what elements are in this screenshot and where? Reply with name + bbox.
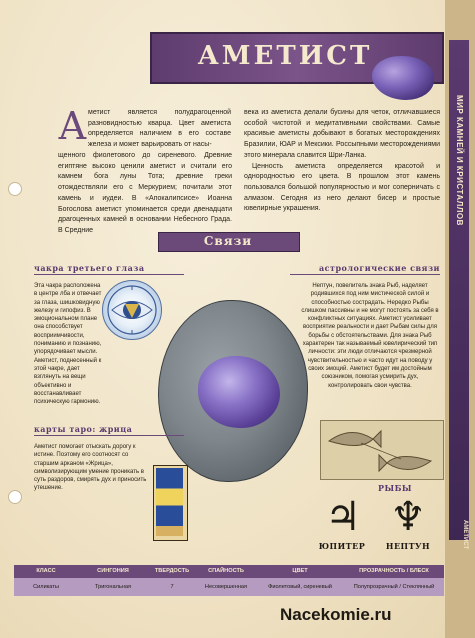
binder-hole <box>8 490 22 504</box>
table-cell-transparency: Полупрозрачный / Стеклянный <box>353 583 435 590</box>
pisces-illustration <box>320 420 444 480</box>
chakra-rule <box>34 274 184 275</box>
table-header-transparency: ПРОЗРАЧНОСТЬ / БЛЕСК <box>359 568 429 574</box>
site-watermark: Nacekomie.ru <box>280 605 392 624</box>
astro-heading: астрологические связи <box>318 263 440 273</box>
table-cell-syngony: Тригональная <box>95 583 131 590</box>
fish-icon <box>321 421 443 479</box>
binder-hole <box>8 182 22 196</box>
table-header-color: ЦВЕТ <box>292 568 308 574</box>
table-cell-hardness: 7 <box>170 583 174 590</box>
table-header-cleavage: СПАЙНОСТЬ <box>208 568 244 574</box>
table-cell-color: Фиолетовый, сиреневый <box>268 583 332 590</box>
connections-heading: Связи <box>203 234 253 248</box>
astro-rule <box>290 274 440 275</box>
page-title: АМЕТИСТ <box>197 41 373 71</box>
table-header-class: КЛАСС <box>36 568 56 574</box>
tarot-text: Аметист помогает отыскать дорогу к истине. Поэтому его соотносят со старшим арканом «Жрица», символизирующим умение проникать в суть раздоров, смирять дух и приносить утешение. <box>34 444 147 492</box>
neptune-symbol-icon: ♆ <box>390 494 426 540</box>
table-cell-cleavage: Несовершенная <box>204 583 248 590</box>
neptune-label: НЕПТУН <box>385 541 431 551</box>
tarot-heading: карты таро: жрица <box>34 424 133 434</box>
chakra-text: Эта чакра расположена в центре лба и отвечает за глаза, шишковидную железу и гипофиз. В эмоциональном плане она способствует восприимчивости, пониманию и познанию, упорядочивает мысли. Аметист, поднесенный к этой чакре, дает взглянуть на вещи объективно и восстанавливает психическую гармонию. <box>34 283 102 406</box>
table-header-syngony: СИНГОНИЯ <box>97 568 129 574</box>
tarot-rule <box>34 435 184 436</box>
spine-series-title: МИР КАМНЕЙ И КРИСТАЛЛОВ <box>455 94 464 226</box>
intro-text-right-p1: века из аметиста делали бусины для четок, отличавшиеся особой чистотой и медитативными свойствами. Самые красивые аметисты добывают в богатых месторождениях Бразилии, ЮАР и Мексики. Россыпными месторождениями этого минерала славится Шри-Ланка. <box>244 109 440 159</box>
table-header-hardness: ТВЕРДОСТЬ <box>154 568 190 574</box>
table-cell-class: Силикаты <box>33 583 59 590</box>
spine-section-title: АМЕТИСТ <box>462 520 468 550</box>
chakra-text-top <box>34 282 104 406</box>
jupiter-symbol-icon: ♃ <box>325 494 361 540</box>
chakra-heading: чакра третьего глаза <box>34 263 145 273</box>
high-priestess-card-art <box>156 468 183 536</box>
amethyst-tumbled-stone-image <box>198 356 280 428</box>
intro-text-lead: метист является полудрагоценной разновидностью кварца. Цвет аметиста определяется наличием в его составе железа и может варьировать от насы- <box>88 109 231 149</box>
chakra-symbol-icon <box>103 281 161 339</box>
pisces-label: РЫБЫ <box>377 483 413 493</box>
drop-cap: А <box>58 104 87 148</box>
third-eye-chakra-icon <box>102 280 162 340</box>
astro-text: Нептун, повелитель знака Рыб, наделяет родившихся под ним мистической силой и способностью сострадать. Нередко Рыбы слишком пассивны и не могут постоять за себя в конфликтных ситуациях. Аметист усиливает восприятие реальности и дает Рыбам силы для борьбы с обстоятельствами. Для знака Рыб характерен так называемый ювелирический тип личности: эти люди отличаются чрезмерной чувствительностью и часто идут на поводу у своих эмоций. Аметист будет им достойным союзником, помогая усмирить дух, контролировать свои чувства. <box>301 283 439 389</box>
intro-text-left: щенного фиолетового до сиреневого. Древние египтяне высоко ценили аметист и считали его камнем бога луны Тота; древние греки отождествляли его с Меркурием; почитали этот камень и иудеи. В «Апокалипсисе» Иоанна Богослова аметист упоминается среди двенадцати драгоценных камней в основании Небесного Града. В Средние <box>58 152 232 234</box>
jupiter-label: ЮПИТЕР <box>318 541 366 551</box>
intro-text-right <box>244 108 440 215</box>
intro-text-right-p2: Ценность аметиста определяется красотой и однородностью его цвета. В прошлом этот камень пользовался большой популярностью и мог соперничать с алмазом. Сегодня из него делают бисер и простые ювелирные украшения. <box>244 162 440 213</box>
